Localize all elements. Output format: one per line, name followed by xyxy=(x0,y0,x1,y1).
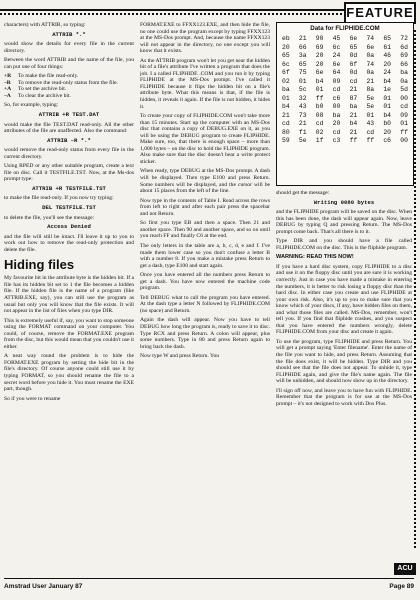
page-number: Page 89 xyxy=(389,583,414,590)
table-cell: 65 xyxy=(282,52,290,59)
table-cell: 20 xyxy=(383,128,392,136)
table-cell: b4 xyxy=(383,77,392,85)
table-cell: b4 xyxy=(282,103,290,110)
paragraph: Between the word ATTRIB and the name of the file, you can put one of four things: xyxy=(4,57,134,70)
table-cell: 6d xyxy=(400,43,408,51)
table-cell: b0 xyxy=(383,120,392,127)
table-cell: b0 xyxy=(315,103,324,110)
table-cell: 6f xyxy=(282,69,290,76)
table-cell: cd xyxy=(366,128,375,136)
table-cell: 8a xyxy=(366,86,375,93)
table-cell: 1f xyxy=(315,137,324,144)
table-cell: 1e xyxy=(383,86,392,93)
table-cell: 32 xyxy=(298,94,307,102)
table-cell: b4 xyxy=(315,77,324,85)
table-cell: ba xyxy=(332,111,341,119)
table-cell: cd xyxy=(332,86,341,93)
table-cell: 02 xyxy=(282,77,290,85)
table-cell: 01 xyxy=(383,94,392,102)
paragraph: Tell DEBUG what to call the program you have entered. At the dash type a letter N followed by FLIPHIDE.COM (no space) and Return. xyxy=(140,294,270,314)
table-cell: 24 xyxy=(383,69,392,76)
hex-table xyxy=(282,35,408,146)
table-cell: 59 xyxy=(282,137,290,144)
side-dotted-rule xyxy=(414,30,416,550)
command-line: Writing 0080 bytes xyxy=(313,198,375,206)
table-row xyxy=(282,52,408,61)
paragraph: Once you have entered all the numbers press Return to get a dash. You have now entered the machine code program. xyxy=(140,272,270,292)
paragraph: This is extremely useful if, say, you want to stop someone using the FORMAT command on your computer. You could, of course, remove the FORMAT.EXE program from the disc, but this would mean that you couldn't use it either. xyxy=(4,317,134,350)
paragraph: Again the dash will appear. Now you have to tell DEBUG how long the program is, ready to save it to disc. Type RCX and press Return. A colon will appear, plus some numbers. Type in 80 and press Return again to bring back the dash. xyxy=(140,317,270,350)
table-cell: 01 xyxy=(298,77,307,85)
command-line: ATTRIB –R *.* xyxy=(47,136,91,144)
paragraph: to delete the file, you'll see the message: xyxy=(4,214,95,221)
table-cell: eb xyxy=(282,35,290,42)
paragraph: So first you type EB and then a space. Then 21 and another space. Then 90 and another space, and so on until you reach FF and finally C6 at the end. xyxy=(140,220,270,240)
table-cell: 00 xyxy=(400,137,408,144)
table-cell: ff xyxy=(315,94,324,102)
table-cell: 5d xyxy=(400,86,408,93)
option-desc: To set the archive bit. xyxy=(18,86,67,93)
command-line: Access Denied xyxy=(47,223,91,231)
table-cell: 5e xyxy=(366,94,375,102)
table-cell: 6e xyxy=(349,35,358,42)
option-desc: To clear the archive bit. xyxy=(18,92,71,99)
table-row xyxy=(282,61,408,70)
table-cell: 6e xyxy=(332,60,341,68)
table-cell: 01 xyxy=(400,120,408,127)
magazine-issue: Amstrad User January 87 xyxy=(4,583,83,590)
table-cell: 21 xyxy=(366,77,375,85)
table-cell: 20 xyxy=(315,60,324,68)
table-cell: 46 xyxy=(383,52,392,59)
table-cell: 0a xyxy=(366,69,375,76)
table-cell: 09 xyxy=(332,77,341,85)
paragraph: When ready, type DEBUG at the MS-Dos prompt. A dash will be displayed. Then type E100 and press Return. Some numbers will be displayed, and the cursor will be about 15 places from the left of the line. xyxy=(140,168,270,195)
table-row xyxy=(282,69,408,78)
table-cell: 87 xyxy=(349,94,358,102)
paragraph: would remove the read-only status from every file in the current directory. xyxy=(4,147,134,160)
table-cell: cd xyxy=(315,120,324,127)
table-cell: c3 xyxy=(332,137,341,144)
table-cell: 6e xyxy=(366,43,375,51)
table-row xyxy=(282,44,408,53)
table-cell: 21 xyxy=(298,35,307,42)
paragraph: Type DIR and you should have a file called FLIPHIDE.COM on the disc. This is the fliphide program. xyxy=(276,238,412,251)
paragraph: Now type W and press Return. You xyxy=(140,353,220,360)
table-cell: cd xyxy=(332,128,341,136)
table-cell: 73 xyxy=(298,111,307,119)
table-cell: 5e xyxy=(366,103,375,110)
table-cell: 0d xyxy=(349,52,358,59)
option-key: –R xyxy=(4,79,11,86)
table-cell: 0a xyxy=(400,77,408,85)
data-table-box xyxy=(276,22,414,186)
paragraph: So if you were to rename xyxy=(4,395,61,402)
paragraph: The only letters in the table are a, b, c, d, e and f. I've made them lower case so you don't confuse a letter B with a number 8. If you make a mistake press Return to get a dash, type E100 and start again. xyxy=(140,242,270,269)
table-cell: 3a xyxy=(298,52,307,59)
feature-badge: FEATURE xyxy=(344,2,416,24)
table-cell: 20 xyxy=(332,120,341,127)
paragraph: FORMAT.EXE to FFXX123.EXE, and then hide the file, no one could use the program except by typing FFXX123 at the MS-Dos prompt. And, because the name FFXX123 will not appear in the directory, no one except you will know that it exists. xyxy=(140,22,270,55)
table-cell: 01 xyxy=(366,111,375,119)
table-cell: 20 xyxy=(383,60,392,68)
table-cell: 0d xyxy=(349,69,358,76)
paragraph: to make the file read-only. If you now try typing: xyxy=(4,195,114,202)
table-cell: 0a xyxy=(366,52,375,59)
paragraph: and the FLIPHIDE program will be saved on the disc. When this has been done, the dash will appear again. Now, leave DEBUG by typing Q and pressing Return. The MS-Dos prompt come back. That's all there is to it. xyxy=(276,209,412,235)
paragraph: To use the program, type FLIPHIDE and press Return. You will get a prompt saying 'Enter filename'. Enter the name of the file you want to hide, and press Return. Assuming that the file does exist, it will be hidden. Type DIR and you should see that the file does not appear. To unhide it, type FLIPHIDE again, and give the file's name again. The file will be unhidden, and should now show up in the directory. xyxy=(276,338,412,385)
option-item xyxy=(4,93,134,100)
table-cell: 74 xyxy=(366,35,375,42)
table-cell: 20 xyxy=(282,43,290,51)
page-footer xyxy=(4,580,414,592)
table-cell: 80 xyxy=(282,128,290,136)
table-row xyxy=(282,35,408,44)
table-cell: 72 xyxy=(400,35,408,42)
column-1 xyxy=(4,22,134,405)
table-cell: ba xyxy=(282,86,290,93)
command-line: ATTRIB +R TEST.DAT xyxy=(38,111,100,119)
table-cell: 6f xyxy=(349,60,358,68)
table-cell: 01 xyxy=(282,94,290,102)
paragraph: My favourite bit in the attribute byte is the hidden bit. If a file has its hidden bit set to 1 the file becomes a hidden file. If the hidden file is the name of a program (like ATTRIB.EXE, say), you can still use the program as usual but only you will know that the file exists. It will not appear in the list of files when you type DIR. xyxy=(4,275,134,315)
table-cell: 01 xyxy=(383,103,392,110)
table-cell: 75 xyxy=(298,69,307,76)
column-3 xyxy=(276,190,412,410)
paragraph: would make the file TEST.DAT read-only. All the other attributes of the file are unaffected. Also the command: xyxy=(4,121,134,135)
table-cell: 66 xyxy=(298,43,307,51)
table-row xyxy=(282,95,408,104)
table-cell: cd xyxy=(349,77,358,85)
table-cell: 02 xyxy=(315,128,324,136)
table-cell: 90 xyxy=(315,35,324,42)
footer-rule xyxy=(4,578,414,579)
command-line: DEL TESTFILE.TST xyxy=(42,204,96,212)
table-cell: 74 xyxy=(366,60,375,68)
table-cell: 64 xyxy=(332,69,341,76)
table-cell: b4 xyxy=(349,120,358,127)
table-cell: 00 xyxy=(400,94,408,102)
table-title: Data for FLIPHIDE.COM xyxy=(310,25,380,32)
table-cell: 69 xyxy=(315,43,324,51)
paragraph: To create your copy of FLIPHIDE.COM won't take more than 15 minutes. Start up the computer with an MS-Dos disc that contains a copy of DEBUG.EXE on it, as you will be using the DEBUG program to create FLIPHIDE. Make sure, too, that there is enough space – more than 1,000 bytes – on the disc to hold the FLIPHIDE program. Also make sure that the disc doesn't bear a write protect sticker. xyxy=(140,113,270,165)
table-row xyxy=(282,129,408,138)
table-cell: ff xyxy=(366,137,375,144)
table-cell: 00 xyxy=(332,103,341,110)
paragraph: would show the details for every file in the current directory. xyxy=(4,41,134,54)
option-key: +A xyxy=(4,86,12,93)
table-cell: 24 xyxy=(332,52,341,59)
table-cell: cd xyxy=(282,120,290,127)
command-line: ATTRIB *.* xyxy=(52,30,86,38)
table-cell: 21 xyxy=(282,111,290,119)
table-cell: 5e xyxy=(298,137,307,144)
paragraph: If you have a hard disc system, copy FLIPHIDE to a disc and use it on the floppy disc until you are sure it is working correctly. Just in case you have made a mistake in entering the numbers, it is better to risk losing a floppy disc than the hard disc. In either case you create and use FLIPHIDE at your own risk. Also, it's up to you to make sure that you know which of your discs, if any, have hidden files on them, and what those files are called. MS-Dos, remember, won't tell you. If you find that fliphide crashes, and you suspect that you have entered the numbers wrongly, delete FLIPHIDE.COM from your disc and create it again. xyxy=(276,263,412,336)
paragraph: A neat way round the problem is to hide the FORMAT.EXE program by setting the hide bit in the file's directory. Of course anyone could still use it by typing FORMAT, so you should rename the file to a secret word before you hide it. You must rename the EXE part, though. xyxy=(4,353,134,393)
table-cell: 6e xyxy=(315,69,324,76)
warning-heading: WARNING: READ THIS NOW! xyxy=(276,254,354,261)
table-cell: ff xyxy=(349,137,358,144)
table-cell: 21 xyxy=(349,86,358,93)
table-cell: f1 xyxy=(298,128,307,136)
table-cell: 65 xyxy=(349,43,358,51)
table-cell: 6c xyxy=(282,60,290,68)
table-cell: 6c xyxy=(332,43,341,51)
table-cell: cd xyxy=(400,103,408,110)
paragraph: I'll sign off now, and leave you to have fun with FLIPHIDE. Remember that the program is for use at the MS-Dos prompt – it's not designed to work with Dos Plus. xyxy=(276,387,412,407)
header-rule xyxy=(0,9,346,11)
attrib-options-list xyxy=(4,73,134,99)
acu-logo: ACU xyxy=(394,563,416,575)
table-cell: 43 xyxy=(366,120,375,127)
table-cell: 08 xyxy=(315,111,324,119)
table-row xyxy=(282,120,408,129)
table-cell: 43 xyxy=(298,103,307,110)
paragraph: Now type in the contents of Table I. Read across the rows from left to right and after each pair press the spacebar and not Return. xyxy=(140,197,270,217)
section-heading: Hiding files xyxy=(4,257,75,273)
table-cell: c6 xyxy=(383,137,392,144)
table-cell: 01 xyxy=(315,86,324,93)
table-cell: 61 xyxy=(383,43,392,51)
paragraph: As the ATTRIB program won't let you get near the hidden bit of a file's attribute I've written a program that does the job. I a called FLIPHIDE .COM and you run it by typing FLIPHIDE at the MS-Dos prompt. I've called it FLIPHIDE because it flips the hidden bit on a file's attribute byte. What this means is that, if the file is hidden, it reveals it again. If the file is not hidden, it hides it. xyxy=(140,57,270,110)
table-cell: c6 xyxy=(332,94,341,102)
option-key: +R xyxy=(4,73,12,80)
table-row xyxy=(282,112,408,121)
table-cell: 45 xyxy=(332,35,341,42)
table-cell: b4 xyxy=(383,111,392,119)
table-cell: 20 xyxy=(315,52,324,59)
table-cell: ff xyxy=(400,128,408,136)
paragraph: characters) with ATTRIB, so typing: xyxy=(4,22,86,28)
table-row xyxy=(282,137,408,146)
table-row xyxy=(282,78,408,87)
command-line: ATTRIB +R TESTFILE.TST xyxy=(32,184,106,192)
table-cell: ba xyxy=(400,69,408,76)
table-row xyxy=(282,103,408,112)
paragraph: So, for example, typing: xyxy=(4,102,59,109)
table-cell: 65 xyxy=(298,60,307,68)
table-cell: 65 xyxy=(383,35,392,42)
column-2 xyxy=(140,22,270,363)
table-cell: 66 xyxy=(400,60,408,68)
table-cell: 21 xyxy=(349,111,358,119)
option-desc: To remove the read-only status from the file. xyxy=(18,79,118,86)
paragraph: and the file will still be intact. I'll leave it up to you to work out how to remove the read-only protection and delete the file. xyxy=(4,233,134,253)
table-cell: 09 xyxy=(400,111,408,119)
paragraph: should get the message: xyxy=(276,190,330,196)
table-cell: 21 xyxy=(298,120,307,127)
header-dotted-rule xyxy=(0,13,346,15)
table-cell: 21 xyxy=(349,128,358,136)
table-row xyxy=(282,86,408,95)
table-cell: 69 xyxy=(400,52,408,59)
option-key: –A xyxy=(4,92,11,99)
table-cell: ba xyxy=(349,103,358,110)
paragraph: Using RPED or any other suitable program, create a text file on disc. Call it TESTFILE.TST. Now, at the Ms-dos prompt type: xyxy=(4,163,134,183)
table-cell: 5c xyxy=(298,86,307,93)
option-desc: To make the file read-only. xyxy=(18,73,79,80)
